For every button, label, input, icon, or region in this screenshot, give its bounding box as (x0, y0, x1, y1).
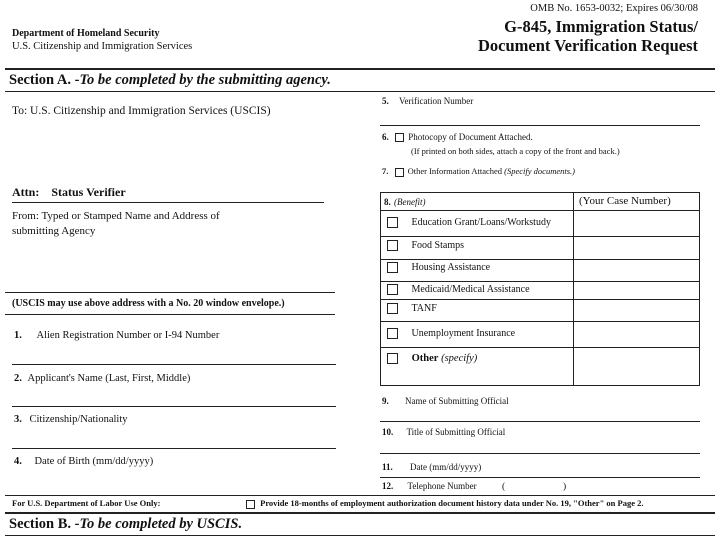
dol-provide-line: Provide 18-months of employment authorization document history data under No. 19, "Other" on Page 2. (246, 498, 643, 509)
from-label-line-2: submitting Agency (12, 225, 96, 237)
photocopy-checkbox[interactable] (395, 133, 404, 142)
footer-top-rule (5, 495, 715, 496)
benefit-row-tanf: TANF (387, 303, 437, 314)
field-11-rule (380, 477, 700, 478)
benefit-row-unemployment: Unemployment Insurance (387, 328, 515, 339)
benefit-rule-3 (381, 281, 699, 282)
field-2-label: 2. Applicant's Name (Last, First, Middle) (14, 373, 191, 384)
section-b-rule (5, 535, 715, 536)
alien-registration-input[interactable] (12, 344, 336, 364)
benefit-row-food-stamps: Food Stamps (387, 240, 464, 251)
field-4-label: 4. Date of Birth (mm/dd/yyyy) (14, 456, 154, 467)
benefit-row-other: Other (specify) (387, 353, 477, 364)
benefit-rule-6 (381, 347, 699, 348)
benefit-row-education: Education Grant/Loans/Workstudy (387, 217, 551, 228)
field-3-rule (12, 448, 336, 449)
field-2-rule (12, 406, 336, 407)
submitting-official-name-input[interactable] (380, 408, 700, 421)
benefit-table-divider (573, 193, 574, 385)
date-of-birth-input[interactable] (12, 470, 336, 490)
form-title-line-1: G-845, Immigration Status/ (504, 17, 698, 36)
field-9-label: 9. Name of Submitting Official (382, 396, 509, 406)
agency-name: U.S. Citizenship and Immigration Services (12, 41, 193, 52)
attn-rule (12, 202, 324, 203)
case-number-header: (Your Case Number) (579, 195, 671, 207)
other-info-checkbox[interactable] (395, 168, 404, 177)
benefit-table (380, 192, 700, 386)
form-title-line-2: Document Verification Request (478, 36, 698, 55)
from-address-area[interactable] (12, 240, 324, 290)
benefit-header: 8. (Benefit) (384, 197, 426, 207)
field-11-label: 11. Date (mm/dd/yyyy) (382, 462, 482, 472)
field-6-label: 6. Photocopy of Document Attached. (382, 132, 533, 142)
window-envelope-note: (USCIS may use above address with a No. 20 window envelope.) (12, 298, 285, 309)
submitting-official-title-input[interactable] (380, 439, 700, 453)
benefit-checkbox-education[interactable] (387, 217, 398, 228)
field-12-label: 12. Telephone Number (382, 481, 477, 491)
window-note-top-rule (5, 292, 335, 293)
table-header-rule (381, 210, 699, 211)
field-10-rule (380, 453, 700, 454)
to-line: To: U.S. Citizenship and Immigration Services (USCIS) (12, 105, 271, 117)
field-1-label: 1. Alien Registration Number or I-94 Number (14, 330, 220, 341)
benefit-rule-5 (381, 321, 699, 322)
other-info-input[interactable] (380, 178, 700, 192)
footer-bottom-rule (5, 512, 715, 514)
dol-checkbox[interactable] (246, 500, 255, 509)
benefit-checkbox-food-stamps[interactable] (387, 240, 398, 251)
benefit-row-medicaid: Medicaid/Medical Assistance (387, 284, 530, 295)
field-6-sublabel: (If printed on both sides, attach a copy of the front and back.) (411, 146, 620, 156)
field-3-label: 3. Citizenship/Nationality (14, 414, 128, 425)
submission-date-input[interactable] (380, 470, 700, 477)
section-a-heading: Section A. -To be completed by the submitting agency. (9, 72, 331, 88)
telephone-input[interactable] (500, 480, 700, 494)
section-a-top-rule (5, 68, 715, 70)
field-10-label: 10. Title of Submitting Official (382, 427, 506, 437)
omb-number: OMB No. 1653-0032; Expires 06/30/08 (530, 3, 698, 14)
dol-label: For U.S. Department of Labor Use Only: (12, 498, 161, 508)
section-b-heading: Section B. -To be completed by USCIS. (9, 516, 243, 532)
benefit-checkbox-tanf[interactable] (387, 303, 398, 314)
citizenship-input[interactable] (12, 428, 336, 448)
benefit-checkbox-housing[interactable] (387, 262, 398, 273)
from-label-line-1: From: Typed or Stamped Name and Address of (12, 210, 220, 222)
field-5-label: 5. Verification Number (382, 96, 474, 106)
benefit-checkbox-medicaid[interactable] (387, 284, 398, 295)
section-a-bottom-rule (5, 91, 715, 92)
field-5-rule (380, 125, 700, 126)
verification-number-input[interactable] (380, 108, 700, 125)
applicant-name-input[interactable] (12, 387, 336, 406)
benefit-checkbox-unemployment[interactable] (387, 328, 398, 339)
benefit-rule-1 (381, 236, 699, 237)
field-7-label: 7. Other Information Attached (Specify documents.) (382, 166, 575, 176)
field-9-rule (380, 421, 700, 422)
field-1-rule (12, 364, 336, 365)
benefit-rule-2 (381, 259, 699, 260)
dept-name: Department of Homeland Security (12, 28, 160, 39)
benefit-row-housing: Housing Assistance (387, 262, 490, 273)
attn-line: Attn: Status Verifier (12, 185, 126, 199)
phone-area-code-close: ) (563, 482, 567, 492)
phone-area-code-open: ( (502, 482, 506, 492)
benefit-checkbox-other[interactable] (387, 353, 398, 364)
window-note-bottom-rule (5, 314, 335, 315)
benefit-rule-4 (381, 299, 699, 300)
